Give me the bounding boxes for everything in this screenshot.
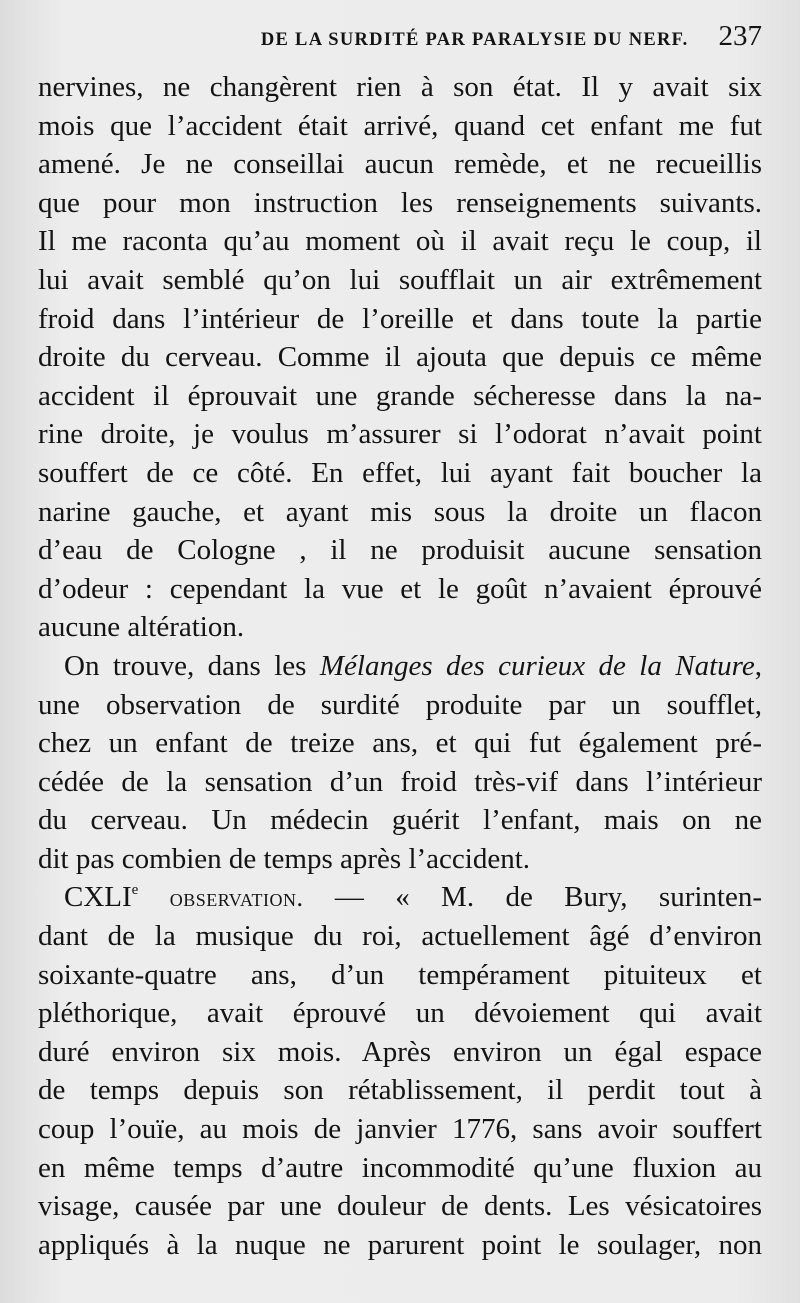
text-line xyxy=(38,878,762,917)
text-line: dit pas combien de temps après l’accident. xyxy=(38,842,531,875)
text-line: rine droite, je voulus m’assurer si l’odorat n’avait point xyxy=(38,418,762,451)
observation-label: observation. xyxy=(169,883,304,913)
text-line: duré environ six mois. Après environ un égal espace xyxy=(38,1035,762,1068)
text-run: — « M. de Bury, surinten- xyxy=(303,881,762,914)
running-head xyxy=(38,20,762,60)
text-line: une observation de surdité produite par un soufflet, xyxy=(38,688,762,721)
text-line: en même temps d’autre incommodité qu’une fluxion au xyxy=(38,1151,762,1184)
text-line: coup l’ouïe, au mois de janvier 1776, sans avoir souffert xyxy=(38,1113,762,1146)
text-line: d’odeur : cependant la vue et le goût n’avaient éprouvé xyxy=(38,572,762,605)
text-line xyxy=(38,647,762,686)
text-line: souffert de ce côté. En effet, lui ayant fait boucher la xyxy=(38,456,762,489)
paragraph xyxy=(38,68,762,647)
text-line: cédée de la sensation d’un froid très-vif dans l’intérieur xyxy=(38,765,762,798)
text-line: de temps depuis son rétablissement, il perdit tout à xyxy=(38,1074,762,1107)
paragraph xyxy=(38,878,762,1264)
text-line: mois que l’accident était arrivé, quand cet enfant me fut xyxy=(38,109,762,142)
text-line: visage, causée par une douleur de dents. Les vésicatoires xyxy=(38,1190,762,1223)
text-line: appliqués à la nuque ne parurent point le soulager, non xyxy=(38,1228,762,1261)
text-line: amené. Je ne conseillai aucun remède, et ne recueillis xyxy=(38,148,762,181)
text-line: droite du cerveau. Comme il ajouta que depuis ce même xyxy=(38,341,762,374)
text-line: d’eau de Cologne , il ne produisit aucune sensation xyxy=(38,534,762,567)
text-line: soixante-quatre ans, d’un tempérament pituiteux et xyxy=(38,958,762,991)
text-line: nervines, ne changèrent rien à son état. Il y avait six xyxy=(38,71,762,103)
text-line: pléthorique, avait éprouvé un dévoiement qui avait xyxy=(38,997,762,1030)
text-line: dant de la musique du roi, actuellement âgé d’environ xyxy=(38,920,762,953)
paragraph xyxy=(38,647,762,879)
observation-number: CXLI xyxy=(64,881,132,914)
page-number: 237 xyxy=(718,20,762,52)
text-line: narine gauche, et ayant mis sous la droite un flacon xyxy=(38,495,762,528)
text-line: chez un enfant de treize ans, et qui fut également pré- xyxy=(38,727,762,760)
text-line: du cerveau. Un médecin guérit l’enfant, mais on ne xyxy=(38,804,762,837)
text-line: que pour mon instruction les renseignements suivants. xyxy=(38,186,762,219)
text-run: , xyxy=(754,649,762,682)
text-line: aucune altération. xyxy=(38,611,245,644)
book-title: Mélanges des curieux de la Nature xyxy=(319,649,755,682)
text-line: Il me raconta qu’au moment où il avait reçu le coup, il xyxy=(38,225,762,258)
running-title: DE LA SURDITÉ PAR PARALYSIE DU NERF. xyxy=(260,30,689,50)
text-run: On trouve, dans les xyxy=(64,649,320,682)
text-line: froid dans l’intérieur de l’oreille et dans toute la partie xyxy=(38,302,762,335)
text-line: lui avait semblé qu’on lui soufflait un air extrêmement xyxy=(38,263,762,296)
body-text xyxy=(38,68,762,1264)
ordinal-suffix: e xyxy=(131,882,139,899)
text-line: accident il éprouvait une grande sécheresse dans la na- xyxy=(38,379,762,412)
